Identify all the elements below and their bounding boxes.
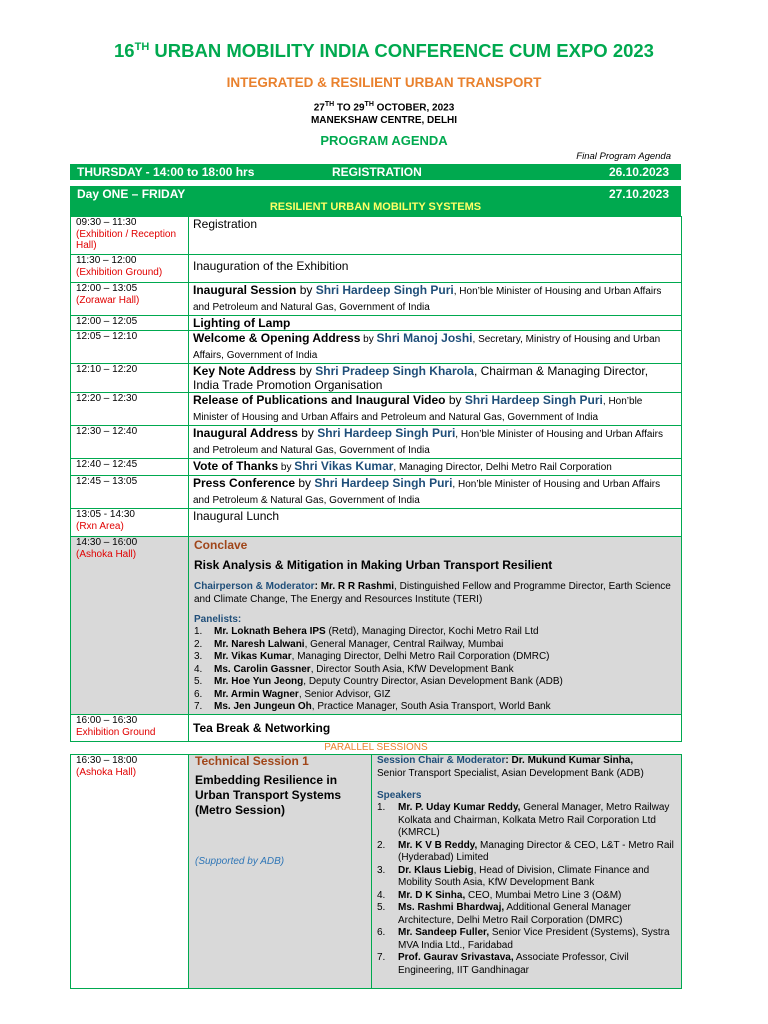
conclave-title: Risk Analysis & Mitigation in Making Urban Transport Resilient	[194, 558, 553, 572]
table-row: 13:05 - 14:30 (Rxn Area) Inaugural Lunch	[71, 509, 682, 537]
conference-theme: INTEGRATED & RESILIENT URBAN TRANSPORT	[226, 75, 542, 90]
conclave-label: Conclave	[194, 538, 248, 552]
conclave-chair: Chairperson & Moderator: Mr. R R Rashmi, Distinguished Fellow and Programme Director, Earth Science and Climate Change, The Energy and Resources Institute (TERI)	[194, 581, 671, 605]
tech-session-title: Embedding Resilience in Urban Transport Systems (Metro Session)	[195, 773, 342, 817]
list-item: 2. Mr. Naresh Lalwani, General Manager, Central Railway, Mumbai	[194, 638, 504, 650]
table-row: 12:45 – 13:05 Press Conference by Shri Hardeep Singh Puri, Hon’ble Minister of Housing and Urban Affairs and Petroleum & Natural Gas, Government of India	[71, 476, 682, 509]
speaker-list	[377, 802, 677, 977]
list-item: 7. Prof. Gaurav Srivastava, Associate Professor, Civil Engineering, IIT Gandhinagar	[377, 952, 629, 976]
table-row: 12:00 – 13:05 (Zorawar Hall) Inaugural Session by Shri Hardeep Singh Puri, Hon’ble Minister of Housing and Urban Affairs and Petroleum and Natural Gas, Government of India	[71, 283, 682, 316]
list-item: 7. Ms. Jen Jungeun Oh, Practice Manager, South Asia Transport, World Bank	[194, 701, 551, 712]
list-item: 1. Mr. P. Uday Kumar Reddy, General Manager, Metro Railway Kolkata and Chairman, Kolkata Metro Rail Corporation Ltd (KMRCL)	[377, 802, 670, 838]
day-one-bar: Day ONE – FRIDAY 27.10.2023 RESILIENT URBAN MOBILITY SYSTEMS	[70, 186, 681, 216]
list-item: 1. Mr. Loknath Behera IPS (Retd), Managing Director, Kochi Metro Rail Ltd	[194, 626, 539, 637]
parallel-sessions-row: PARALLEL SESSIONS	[71, 742, 682, 755]
agenda-table	[70, 216, 682, 989]
tech-session-label: Technical Session 1	[195, 754, 309, 768]
table-row: 12:30 – 12:40 Inaugural Address by Shri Hardeep Singh Puri, Hon’ble Minister of Housing and Urban Affairs and Petroleum and Natural Gas, Government of India	[71, 426, 682, 459]
conference-dates: 27TH TO 29TH OCTOBER, 2023 MANEKSHAW CENTRE, DELHI	[0, 98, 768, 127]
table-row: 12:20 – 12:30 Release of Publications and Inaugural Video by Shri Hardeep Singh Puri, Hon’ble Minister of Housing and Urban Affairs and Petroleum and Natural Gas, Government of India	[71, 393, 682, 426]
list-item: 6. Mr. Sandeep Fuller, Senior Vice President (Systems), Systra MVA India Ltd., Faridabad	[377, 927, 670, 951]
list-item: 3. Dr. Klaus Liebig, Head of Division, Climate Finance and Mobility South Asia, KfW Development Bank	[377, 864, 650, 888]
tea-row: 16:00 – 16:30 Exhibition Ground Tea Break & Networking	[71, 715, 682, 742]
list-item: 5. Ms. Rashmi Bhardwaj, Additional General Manager Architecture, Delhi Metro Rail Corporation (DMRC)	[377, 902, 631, 926]
venue: MANEKSHAW CENTRE, DELHI	[310, 115, 458, 127]
final-note: Final Program Agenda	[576, 151, 671, 162]
list-item: 6. Mr. Armin Wagner, Senior Advisor, GIZ	[194, 688, 391, 700]
table-row: 12:10 – 12:20 Key Note Address by Shri Pradeep Singh Kharola, Chairman & Managing Director, India Trade Promotion Organisation	[71, 364, 682, 393]
list-item: 3. Mr. Vikas Kumar, Managing Director, Delhi Metro Rail Corporation (DMRC)	[194, 651, 550, 662]
table-row: 09:30 – 11:30 (Exhibition / Reception Hall) Registration	[71, 217, 682, 255]
table-row: 12:40 – 12:45 Vote of Thanks by Shri Vikas Kumar, Managing Director, Delhi Metro Rail Corporation	[71, 459, 682, 476]
table-row: 12:05 – 12:10 Welcome & Opening Address by Shri Manoj Joshi, Secretary, Ministry of Housing and Urban Affairs, Government of India	[71, 331, 682, 364]
conference-title: 16TH URBAN MOBILITY INDIA CONFERENCE CUM EXPO 2023	[114, 40, 654, 61]
table-row: 11:30 – 12:00 (Exhibition Ground) Inauguration of the Exhibition	[71, 255, 682, 283]
thursday-bar: THURSDAY - 14:00 to 18:00 hrs REGISTRATION 26.10.2023	[70, 164, 681, 180]
technical-session-row: 16:30 – 18:00 (Ashoka Hall) Technical Session 1 Embedding Resilience in Urban Transport Systems (Metro Session) (Supported by ADB) Session Chair & Moderator: Dr. Mukund Kumar Sinha, Senior Transport Specialist, Asian Development Bank (ADB) Speakers 1. Mr. P. Uday Kumar Reddy, General Manager, Metro Railway Kolkata and Chairman, Kolkata Metro Rail Corporation Ltd (KMRCL) 2. Mr. K V B Reddy, Managing Director & CEO, L&T - Metro Rail (Hyderabad) Limited 3. Dr. Klaus Liebig, Head of Division, Climate Finance and Mobility South Asia, KfW Development Bank 4. Mr. D K Sinha, CEO, Mumbai Metro Line 3 (O&M) 5. Ms. Rashmi Bhardwaj, Additional General Manager Architecture, Delhi Metro Rail Corporation (DMRC) 6. Mr. Sandeep Fuller, Senior Vice President (Systems), Systra MVA India Ltd., Faridabad 7. Prof. Gaurav Srivastava, Associate Professor, Civil Engineering, IIT Gandhinagar	[71, 755, 682, 989]
panelist-list	[194, 626, 677, 714]
list-item: 4. Mr. D K Sinha, CEO, Mumbai Metro Line 3 (O&M)	[377, 889, 622, 901]
list-item: 5. Mr. Hoe Yun Jeong, Deputy Country Director, Asian Development Bank (ADB)	[194, 676, 563, 687]
tech-chair: Session Chair & Moderator: Dr. Mukund Kumar Sinha, Senior Transport Specialist, Asian Development Bank (ADB)	[377, 755, 644, 779]
table-row: 12:00 – 12:05 Lighting of Lamp	[71, 316, 682, 331]
program-agenda-heading: PROGRAM AGENDA	[320, 133, 448, 148]
conclave-row: 14:30 – 16:00 (Ashoka Hall) Conclave Risk Analysis & Mitigation in Making Urban Transport Resilient Chairperson & Moderator: Mr. R R Rashmi, Distinguished Fellow and Programme Director, Earth Science and Climate Change, The Energy and Resources Institute (TERI) Panelists: 1. Mr. Loknath Behera IPS (Retd), Managing Director, Kochi Metro Rail Ltd 2. Mr. Naresh Lalwani, General Manager, Central Railway, Mumbai 3. Mr. Vikas Kumar, Managing Director, Delhi Metro Rail Corporation (DMRC) 4. Ms. Carolin Gassner, Director South Asia, KfW Development Bank 5. Mr. Hoe Yun Jeong, Deputy Country Director, Asian Development Bank (ADB) 6. Mr. Armin Wagner, Senior Advisor, GIZ 7. Ms. Jen Jungeun Oh, Practice Manager, South Asia Transport, World Bank	[71, 537, 682, 715]
list-item: 4. Ms. Carolin Gassner, Director South Asia, KfW Development Bank	[194, 663, 514, 675]
support-note: (Supported by ADB)	[195, 856, 285, 867]
list-item: 2. Mr. K V B Reddy, Managing Director & CEO, L&T - Metro Rail (Hyderabad) Limited	[377, 839, 674, 863]
